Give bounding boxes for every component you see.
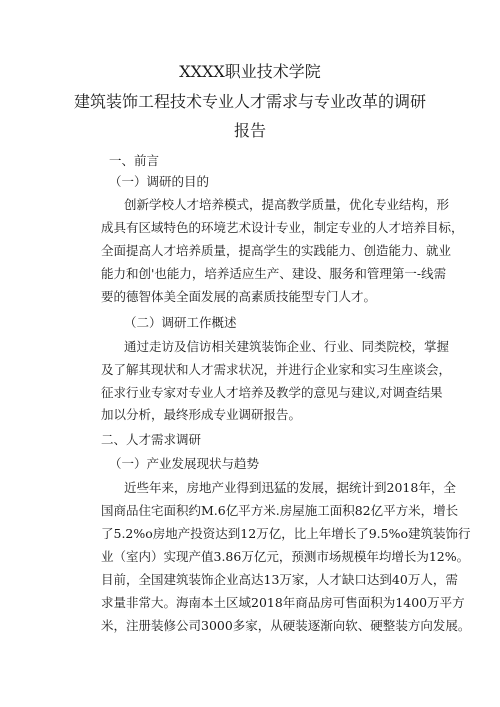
subsection-heading: （二）调研工作概述 <box>124 315 237 330</box>
section-heading: 一、前言 <box>109 153 160 168</box>
body-line: 能力和创'也能力，培养适应生产、建设、服务和管理第一-线需 <box>101 266 447 281</box>
report-title-line-1: 建筑装饰工程技术专业人才需求与专业改革的调研 <box>73 92 426 111</box>
section-heading: 二、人才需求调研 <box>101 432 202 447</box>
body-line: 米，注册装修公司3000多家，从硬装逐渐向软、硬整装方向发展。 <box>101 618 471 633</box>
body-line: 目前，全国建筑装饰企业高达13万家，人才缺口达到40万人，需 <box>101 572 458 587</box>
body-line: 征求行业专家对专业人才培养及教学的意见与建议,对调查结果 <box>101 385 443 400</box>
body-line: 加以分析，最终形成专业调研报告。 <box>101 407 302 422</box>
body-line: 业（室内）实现产值3.86万亿元，预测市场规模年均增长为12%。 <box>101 549 470 564</box>
body-line: 全面提高人才培养质量，提高学生的实践能力、创造能力、就业 <box>101 243 452 258</box>
body-line: 及了解其现状和人才需求状况，并进行企业家和实习生座谈会， <box>101 362 452 377</box>
subsection-heading: （一）产业发展现状与趋势 <box>109 456 260 471</box>
body-line: 了5.2%o房地产投资达到12万亿，比上年增长了9.5%o建筑装饰行 <box>101 526 471 541</box>
body-line: 成具有区域特色的环境艺术设计专业，制定专业的人才培养目标， <box>101 220 464 235</box>
body-line: 创新学校人才培养模式，提高教学质量，优化专业结构，形 <box>124 197 450 212</box>
body-line: 求量非常大。海南本土区域2018年商品房可售面积为1400万平方 <box>101 595 465 610</box>
institution-title: XXXX职业技术学院 <box>179 62 321 81</box>
body-line: 近些年来，房地产业得到迅猛的发展，据统计到2018年，全 <box>124 480 456 495</box>
body-line: 国商品住宅面积约M.6亿平方米.房屋施工面积82亿平方米，增长 <box>101 503 459 518</box>
body-line: 通过走访及信访相关建筑装饰企业、行业、同类院校，掌握 <box>124 339 450 354</box>
report-title-line-2: 报告 <box>233 121 266 140</box>
subsection-heading: （一）调研的目的 <box>109 174 210 189</box>
body-line: 要的德智体美全面发展的高素质技能型专门人才。 <box>101 289 377 304</box>
